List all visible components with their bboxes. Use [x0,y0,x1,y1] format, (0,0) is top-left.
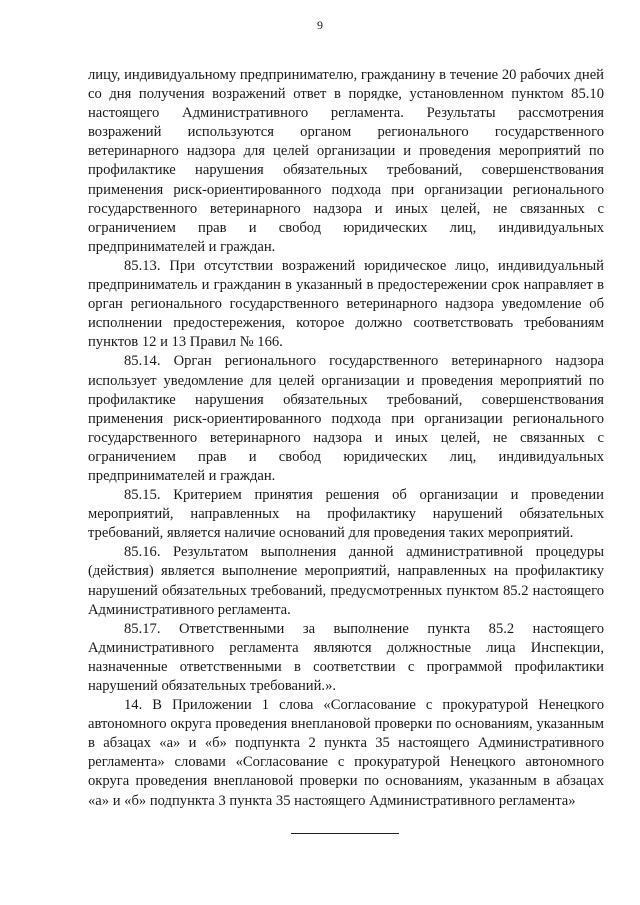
paragraph-85-17: 85.17. Ответственными за выполнение пункта 85.2 настоящего Административного регламента являются должностные лица Инспекции, назначенные ответственными в соответствии с программой профилактики нарушений обязательных требований.». [88,620,604,694]
end-divider-line [291,833,399,834]
document-body [88,66,604,811]
paragraph-85-16: 85.16. Результатом выполнения данной административной процедуры (действия) является выполнение мероприятий, направленных на профилактику нарушений обязательных требований, предусмотренных пунктом 85.2 настоящего Административного регламента. [88,544,604,618]
paragraph-85-13: 85.13. При отсутствии возражений юридическое лицо, индивидуальный предприниматель и гражданин в указанный в предостережении срок направляет в орган регионального государственного ветеринарного надзора уведомление об исполнении предостережения, которое должно соответствовать требованиям пунктов 12 и 13 Правил № 166. [88,257,604,351]
paragraph-item-14: 14. В Приложении 1 слова «Согласование с прокуратурой Ненецкого автономного округа проведения внеплановой проверки по основаниям, указанным в абзацах «а» и «б» подпункта 2 пункта 35 настоящего Административного регламента» словами «Согласование с прокуратурой Ненецкого автономного округа проведения внеплановой проверки по основаниям, указанным в абзацах «а» и «б» подпункта 3 пункта 35 настоящего Административного регламента» [88,697,604,809]
page-number: 9 [317,18,323,32]
paragraph-continuation: лицу, индивидуальному предпринимателю, гражданину в течение 20 рабочих дней со дня получения возражений ответ в порядке, установленном пунктом 85.10 настоящего Административного регламента. Результаты рассмотрения возражений используются органом регионального государственного ветеринарного надзора для целей организации и проведения мероприятий по профилактике нарушения обязательных требований, совершенствования применения риск-ориентированного подхода при организации регионального государственного ветеринарного надзора и иных целей, не связанных с ограничением прав и свобод юридических лиц, индивидуальных предпринимателей и граждан. [88,67,604,255]
paragraph-85-15: 85.15. Критерием принятия решения об организации и проведении мероприятий, направленных на профилактику нарушений обязательных требований, является наличие оснований для проведения таких мероприятий. [88,487,604,542]
paragraph-85-14: 85.14. Орган регионального государственного ветеринарного надзора использует уведомление для целей организации и проведения мероприятий по профилактике нарушения обязательных требований, совершенствования применения риск-ориентированного подхода при организации регионального государственного ветеринарного надзора и иных целей, не связанных с ограничением прав и свобод юридических лиц, индивидуальных предпринимателей и граждан. [88,353,604,484]
